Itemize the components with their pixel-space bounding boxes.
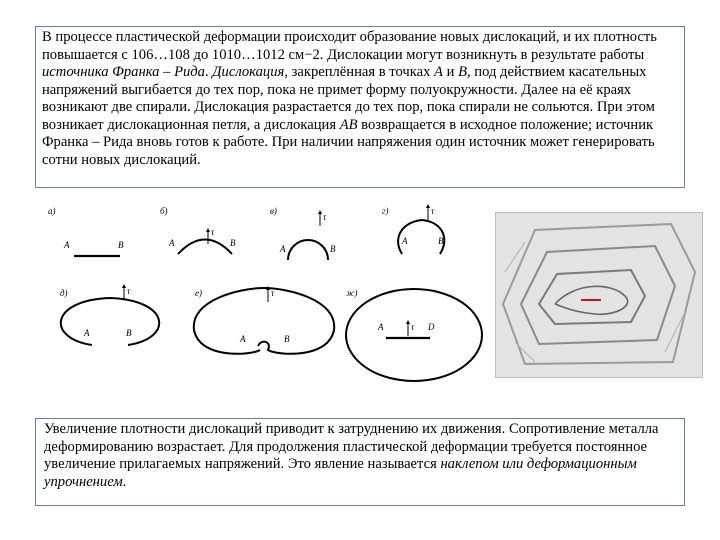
panel-c <box>270 206 336 260</box>
panel-d <box>382 206 444 254</box>
point-b: В <box>126 328 132 338</box>
point-b: D <box>428 322 435 332</box>
term-frank-read-source: источника Франка – Рида <box>42 64 205 80</box>
micrograph-image <box>495 212 703 378</box>
tau-label: τ <box>271 288 275 298</box>
panel-tag: г) <box>382 206 389 216</box>
point-b: В <box>330 244 336 254</box>
point-a: А <box>169 238 175 248</box>
tau-label: τ <box>127 286 131 296</box>
spiral-dislocation <box>61 298 159 345</box>
text-run: и <box>442 64 459 80</box>
point-b-label: В <box>458 64 467 80</box>
panel-a <box>48 206 124 256</box>
point-b: В <box>438 236 444 246</box>
panel-tag: ж) <box>346 288 358 298</box>
intro-paragraph <box>42 29 678 169</box>
tau-label: τ <box>411 322 415 332</box>
panel-tag: б) <box>160 206 168 216</box>
intro-text-box <box>35 26 685 188</box>
point-a: А <box>240 334 246 344</box>
tau-label: τ <box>211 227 215 237</box>
merging-spirals <box>194 288 334 354</box>
term-work-hardening: наклепом или деформационным упрочнением <box>44 456 637 490</box>
panel-g <box>346 288 482 381</box>
panel-f <box>194 288 334 354</box>
frank-read-diagram <box>40 200 490 410</box>
panel-tag: д) <box>60 288 68 298</box>
point-a: А <box>84 328 90 338</box>
dislocation-loop <box>346 289 482 381</box>
panel-tag: е) <box>195 288 202 298</box>
conclusion-paragraph <box>44 421 676 491</box>
conclusion-text-box <box>35 418 685 506</box>
point-b: В <box>118 240 124 250</box>
point-a: А <box>64 240 70 250</box>
point-b: В <box>230 238 236 248</box>
point-a: А <box>402 236 408 246</box>
tau-label: τ <box>323 212 327 222</box>
text-run: возвращается в исходное положение; источник Франка – Рида вновь готов к работе. При наличии напряжения один источник может генерировать сотни новых дислокаций. <box>42 116 655 168</box>
point-a: А <box>280 244 286 254</box>
point-a: А <box>378 322 384 332</box>
semicircle-dislocation <box>288 240 328 260</box>
bowed-dislocation <box>178 240 232 255</box>
text-run: , закреплённая в точках <box>284 64 435 80</box>
panel-b <box>160 206 236 254</box>
dislocation-ab-label: АВ <box>339 116 358 133</box>
term-dislocation: Дислокация <box>212 64 285 80</box>
tau-label: τ <box>431 206 435 216</box>
text-run: . <box>122 473 127 490</box>
point-b: В <box>284 334 290 344</box>
text-run: , под действием касательных напряжений выгибается до тех пор, пока не примет форму полуокружности. Далее на её краях возникают две спирали. Дислокация разрастается до тех пор, пока спирали не сольются. При этом возникает дислокационная петля, а дислокация <box>42 64 655 133</box>
point-a-label: А <box>434 64 443 80</box>
text-run: В процессе пластической деформации происходит образование новых дислокаций, и их плотность повышается с 106…108 до 1010…1012 см−2. Дислокации могут возникнуть в результате работы <box>42 29 657 63</box>
panel-e <box>60 286 159 345</box>
text-run: . <box>204 64 213 80</box>
panel-tag: в) <box>270 206 277 216</box>
text-run: Увеличение плотности дислокаций приводит к затруднению их движения. Сопротивление металла деформированию возрастает. Для продолжения пластической деформации требуется постоянное увеличение прилагаемых напряжений. Это явление называется <box>44 421 659 472</box>
panel-tag: а) <box>48 206 56 216</box>
